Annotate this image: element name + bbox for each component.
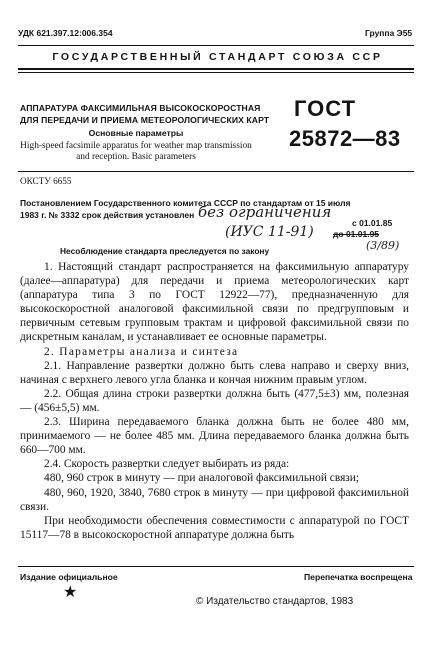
decree-line-2: 1983 г. № 3332 срок действия установлен <box>20 210 195 220</box>
handwritten-note: (3/89) <box>366 239 400 252</box>
section-heading-2: 2. Параметры анализа и синтеза <box>44 345 239 358</box>
paragraph-2-5: При необходимости обеспечения совместимости с аппаратурой по ГОСТ 15117—78 в высокоскоростной аппаратуре должна быть <box>20 514 409 541</box>
gost-number: 25872—83 <box>289 126 401 151</box>
banner-rule-thin <box>18 72 414 73</box>
body-text <box>20 260 409 542</box>
paragraph-1: 1. Настоящий стандарт распространяется на факсимильную аппаратуру (далее—аппаратура) для передачи и приема метеорологических карт (аппаратура типа 3 по ГОСТ 12922—77), предназначенную для высокоскоростной аналоговой факсимильной связи по предгрупповым и первичным сетевым групповым трактам и цифровой факсимильной связи по дискретным каналам, и устанавливает ее основные параметры. <box>20 261 409 344</box>
title-rule <box>18 171 414 172</box>
footer-rule <box>18 566 414 567</box>
star-icon: ★ <box>63 584 78 601</box>
handwritten-ius-ref: (ИУС 11-91) <box>225 224 314 240</box>
paragraph-2-2: 2.2. Общая длина строки развертки должна быть (477,5±3) мм, полезная — (456±5,5) мм. <box>20 387 409 414</box>
group-code: Группа Э55 <box>365 28 413 38</box>
paragraph-2-4: 2.4. Скорость развертки следует выбирать из ряда: <box>44 458 290 471</box>
udk-code: УДК 621.397.12:006.354 <box>18 28 113 38</box>
handwritten-no-limit: без ограничения <box>198 203 332 221</box>
decree-line-1: Постановлением Государственного комитета СССР по стандартам от 15 июля <box>20 198 351 208</box>
law-notice: Несоблюдение стандарта преследуется по закону <box>60 246 270 256</box>
official-edition: Издание официальное <box>20 572 118 582</box>
paragraph-2-3: 2.3. Ширина передаваемого бланка должна быть не более 480 мм, принимаемого — не более 485 мм. Длина передаваемого бланка должна быть 660—700 мм. <box>20 416 409 457</box>
paragraph-2-1: 2.1. Направление развертки должно быть слева направо и сверху вниз, начиная с верхнего левого угла бланка и кончая нижним правым углом. <box>20 359 409 386</box>
reprint-prohibited: Перепечатка воспрещена <box>304 572 413 582</box>
english-title: High-speed facsimile apparatus for weather map transmission and reception. Basic parameters <box>20 141 252 162</box>
document-title <box>20 102 269 126</box>
paragraph-2-4-analog: 480, 960 строк в минуту — при аналоговой факсимильной связи; <box>44 472 360 485</box>
okstu-code: ОКСТУ 6655 <box>20 176 72 186</box>
top-rule <box>18 45 414 46</box>
banner-rule-thick <box>18 68 414 70</box>
gost-label: ГОСТ <box>294 96 357 121</box>
paragraph-2-4-digital: 480, 960, 1920, 3840, 7680 строк в минуту — при цифровой факсимильной связи. <box>20 486 409 513</box>
title-line-2: ДЛЯ ПЕРЕДАЧИ И ПРИЕМА МЕТЕОРОЛОГИЧЕСКИХ КАРТ <box>20 115 270 125</box>
title-line-1: АППАРАТУРА ФАКСИМИЛЬНАЯ ВЫСОКОСКОРОСТНАЯ <box>20 103 261 113</box>
standard-banner: ГОСУДАРСТВЕННЫЙ СТАНДАРТ СОЮЗА ССР <box>52 51 383 63</box>
date-end-struck: до 01.01.95 <box>333 229 380 239</box>
document-subtitle: Основные параметры <box>88 128 184 138</box>
date-start: с 01.01.85 <box>352 218 393 228</box>
copyright: © Издательство стандартов, 1983 <box>196 596 354 607</box>
